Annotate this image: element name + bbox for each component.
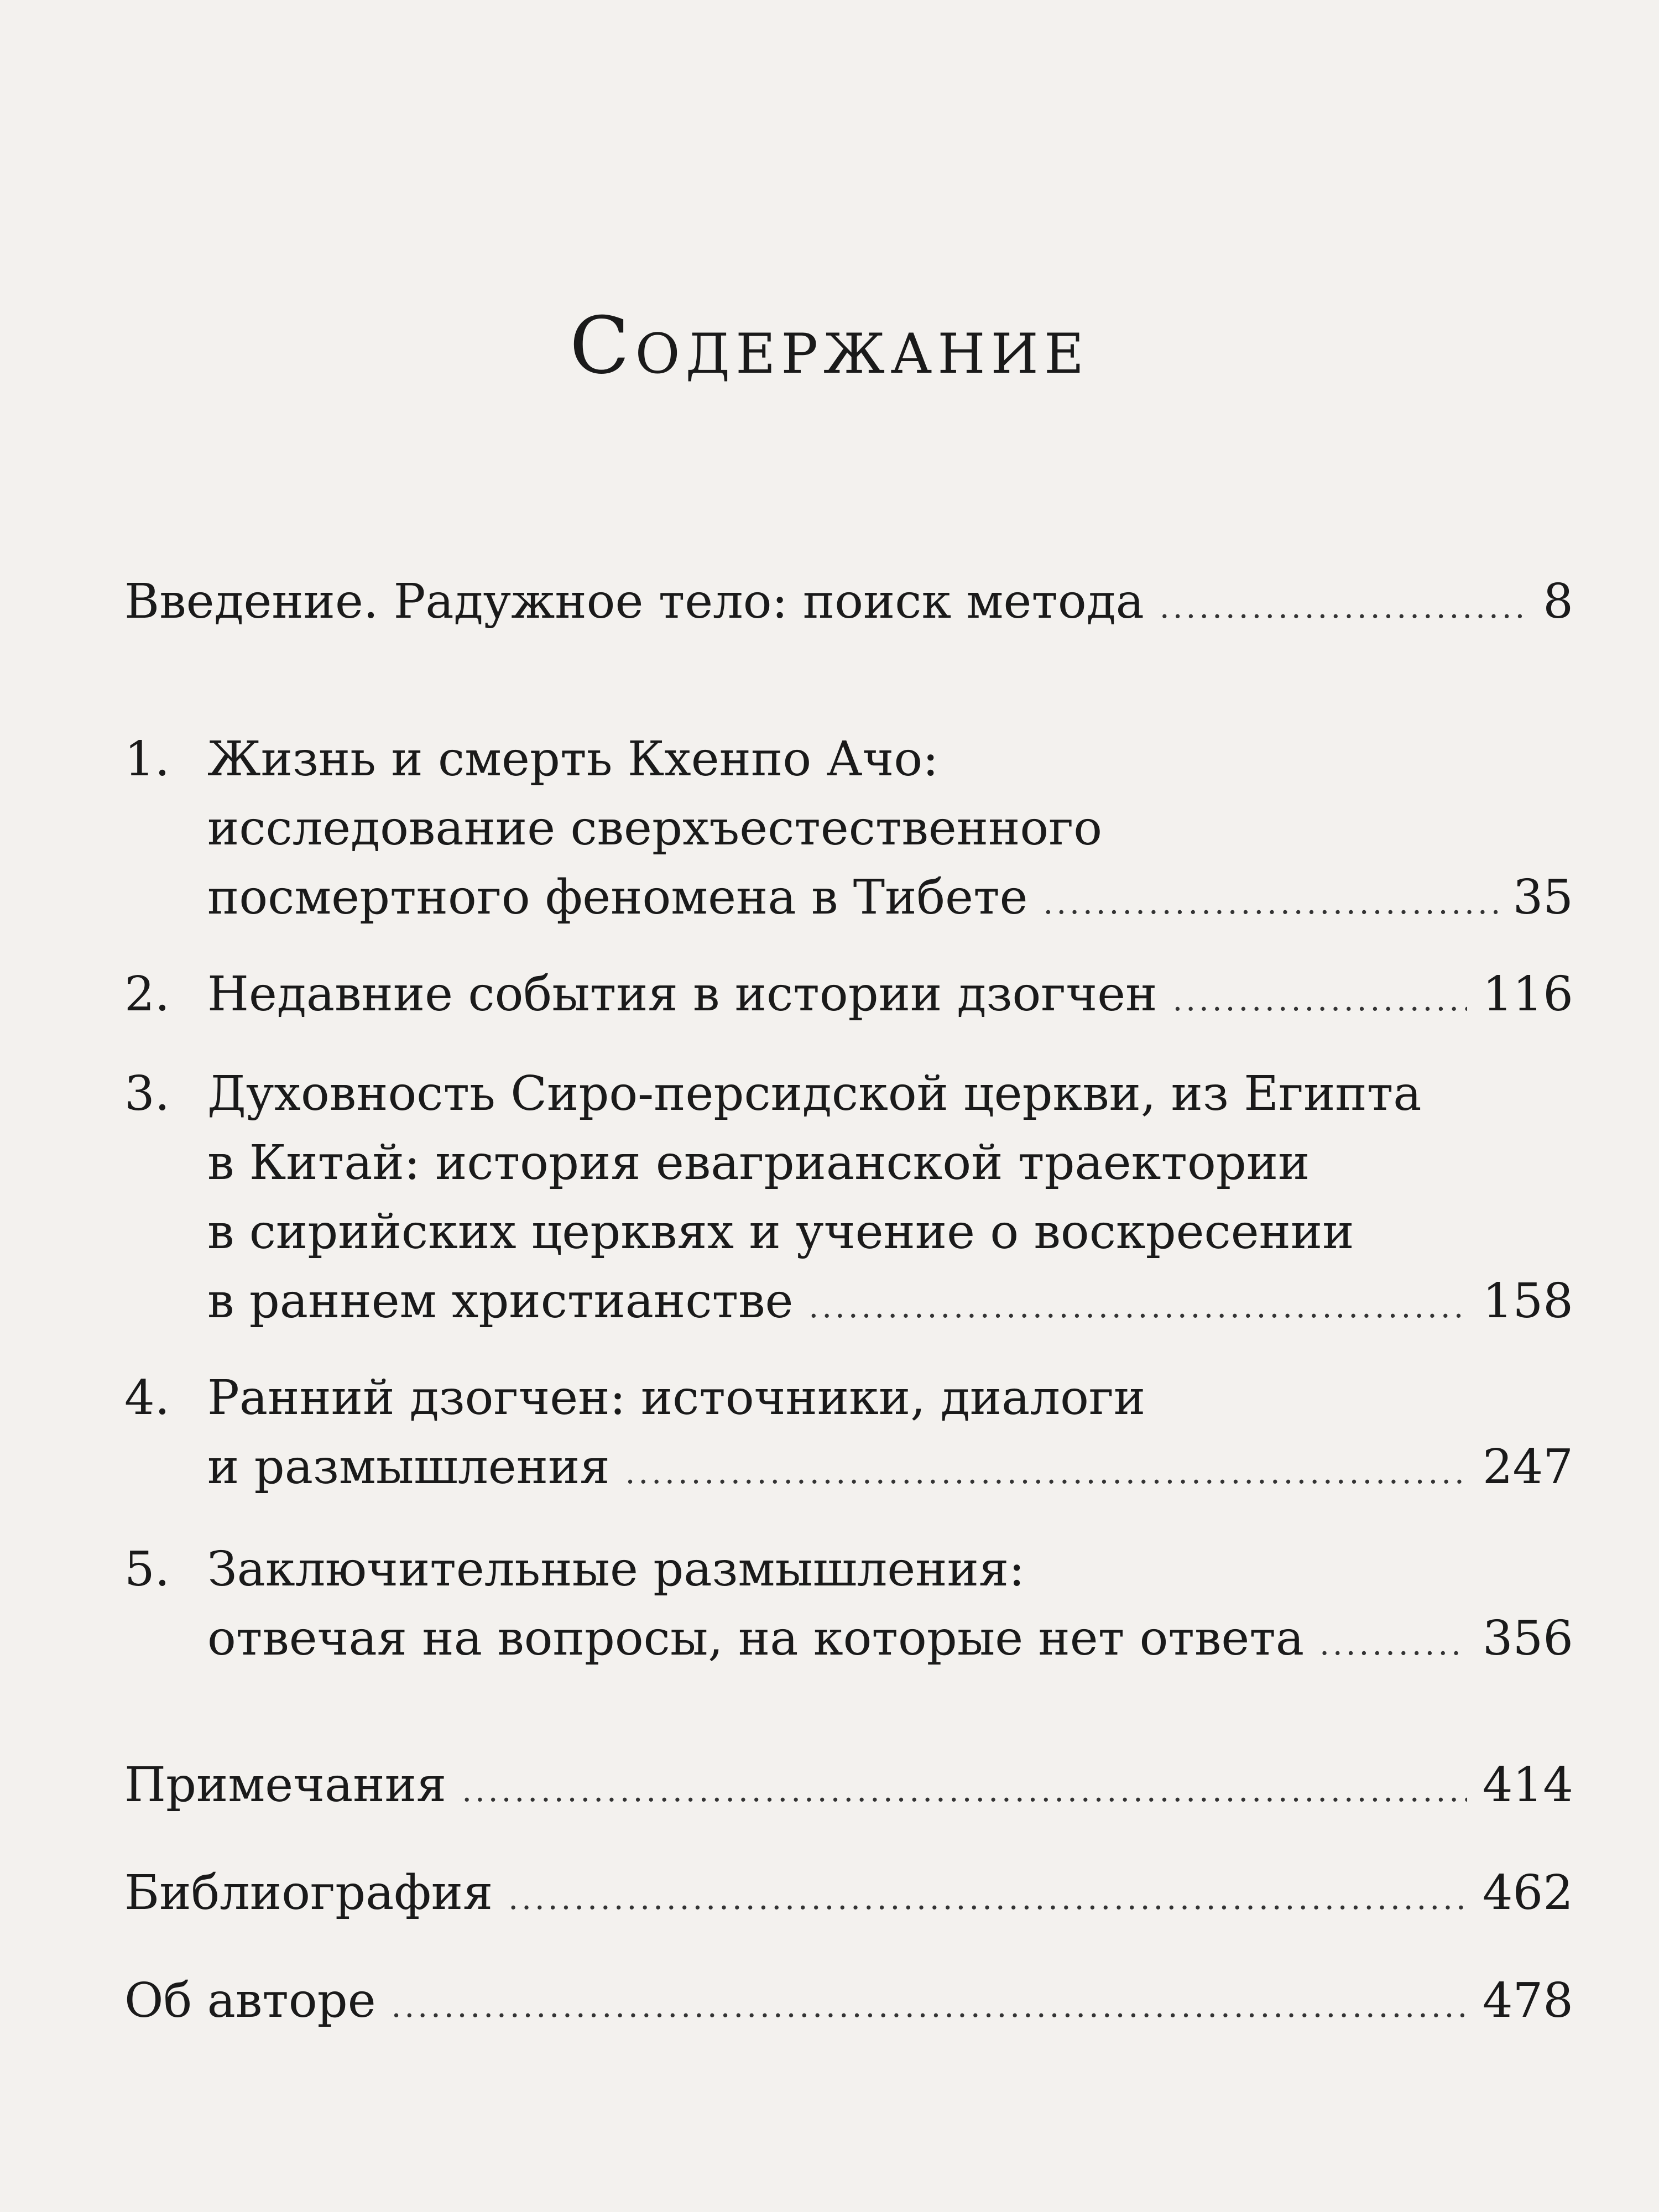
toc-entry-about-author bbox=[124, 1973, 1573, 2028]
page-title: Содержание bbox=[569, 300, 1090, 392]
dot-leader bbox=[392, 1991, 1467, 2022]
chapter-number: 4. bbox=[124, 1370, 170, 1426]
toc-entry-title: Об авторе bbox=[124, 1973, 376, 2028]
dot-leader bbox=[1319, 1629, 1467, 1660]
dot-leader bbox=[508, 1884, 1467, 1914]
toc-line: Ранний дзогчен: источники, диалоги bbox=[207, 1370, 1146, 1426]
dot-leader bbox=[1172, 985, 1467, 1016]
toc-line: исследование сверхъестественного bbox=[207, 801, 1103, 856]
chapter-number: 5. bbox=[124, 1542, 170, 1597]
toc-line: и размышления ..... 247 bbox=[207, 1443, 1573, 1491]
toc-line: отвечая на вопросы, на которые нет ответа ..... 356 bbox=[207, 1615, 1573, 1662]
dot-leader bbox=[625, 1458, 1467, 1489]
toc-page-number: 158 bbox=[1482, 1274, 1573, 1329]
toc-line: в сирийских церквях и учение о воскресении bbox=[207, 1204, 1354, 1260]
toc-page-number: 116 bbox=[1482, 967, 1573, 1022]
dot-leader bbox=[462, 1776, 1467, 1807]
dot-leader bbox=[1044, 888, 1498, 919]
toc-line: Заключительные размышления: bbox=[207, 1542, 1025, 1597]
toc-entry-notes bbox=[124, 1757, 1573, 1813]
toc-line: Недавние события в истории дзогчен ..... 116 bbox=[207, 971, 1573, 1018]
toc-page-number: 8 bbox=[1543, 574, 1573, 629]
toc-entry-title: Примечания bbox=[124, 1757, 447, 1813]
dot-leader bbox=[1160, 592, 1527, 623]
toc-entry-intro bbox=[124, 574, 1573, 629]
toc-page-number: 462 bbox=[1482, 1865, 1573, 1921]
toc-line: в раннем христианстве ..... 158 bbox=[207, 1277, 1573, 1325]
toc-line: в Китай: история евагрианской траектории bbox=[207, 1135, 1310, 1191]
toc-page-number: 35 bbox=[1512, 870, 1573, 925]
toc-page-number: 478 bbox=[1482, 1973, 1573, 2028]
chapter-number: 1. bbox=[124, 732, 170, 787]
toc-page-number: 414 bbox=[1482, 1757, 1573, 1813]
chapter-number: 3. bbox=[124, 1066, 170, 1121]
toc-line: посмертного феномена в Тибете ..... 35 bbox=[207, 874, 1573, 921]
toc-page-number: 356 bbox=[1482, 1611, 1573, 1666]
toc-line: Духовность Сиро-персидской церкви, из Египта bbox=[207, 1066, 1422, 1121]
toc-page-number: 247 bbox=[1482, 1439, 1573, 1495]
toc-entry-bibliography bbox=[124, 1865, 1573, 1921]
chapter-number: 2. bbox=[124, 967, 170, 1022]
toc-line: Жизнь и смерть Кхенпо Ачо: bbox=[207, 732, 939, 787]
toc-entry-title: Библиография bbox=[124, 1865, 493, 1921]
dot-leader bbox=[808, 1292, 1467, 1323]
toc-entry-title: Введение. Радужное тело: поиск метода bbox=[124, 574, 1144, 629]
